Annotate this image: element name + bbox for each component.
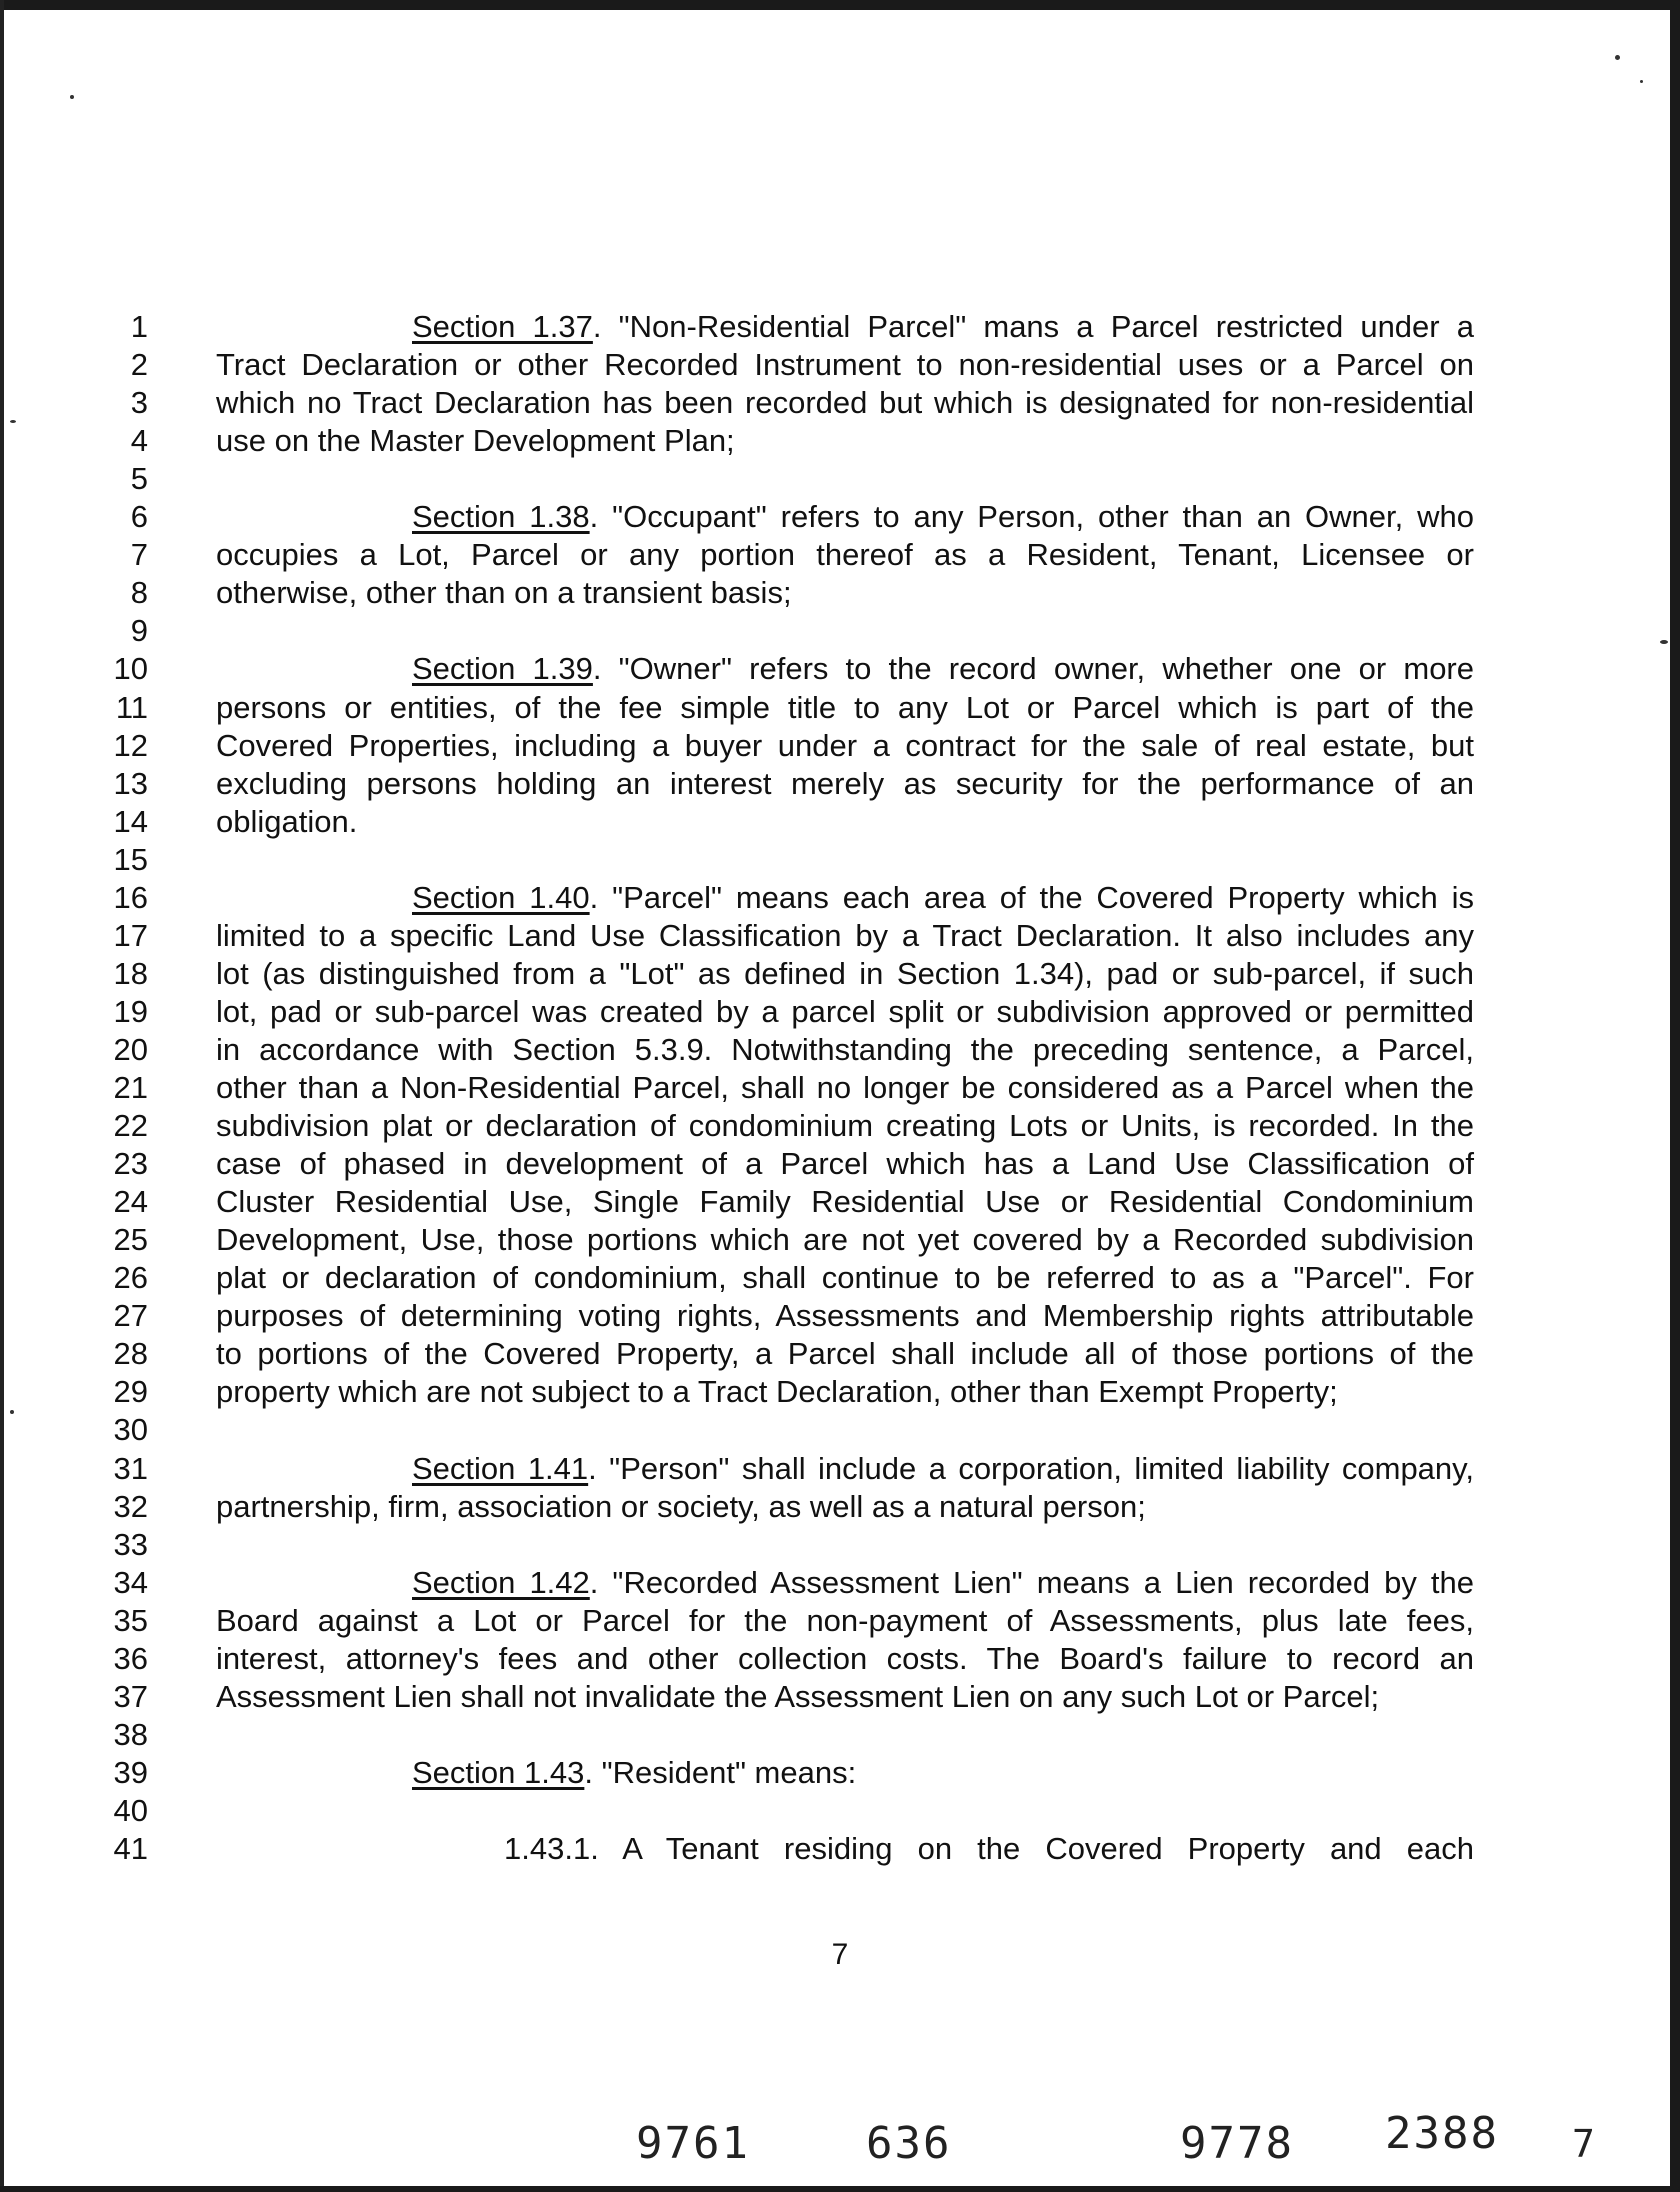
line-text-run: . "Recorded Assessment Lien" means a Lien recorded by the	[589, 1564, 1474, 1600]
line-text-run: partnership, firm, association or society, as well as a natural person;	[216, 1488, 1146, 1524]
line-number: 32	[113, 1488, 148, 1524]
line-text-run: Tract Declaration or other Recorded Instrument to non-residential uses or a Parcel on	[216, 347, 1474, 383]
batch-number: 7	[1572, 2122, 1597, 2166]
line-number: 17	[113, 917, 148, 953]
line-text	[216, 574, 1474, 612]
line-number: 9	[130, 613, 148, 649]
line-text	[216, 1373, 1474, 1411]
scan-edge-left	[0, 0, 4, 2192]
batch-number: 636	[866, 2118, 952, 2169]
line-number: 1	[130, 309, 148, 344]
line-number: 15	[113, 841, 148, 877]
line-text	[216, 1221, 1474, 1259]
line-number: 35	[113, 1602, 148, 1638]
line-text	[216, 1183, 1474, 1221]
line-text-run: obligation.	[216, 803, 358, 839]
line-text	[216, 1640, 1474, 1678]
scan-speck	[70, 95, 74, 99]
line-text-run: Covered Properties, including a buyer under a contract for the sale of real estate, but	[216, 727, 1474, 763]
line-text	[216, 422, 1474, 460]
line-number: 36	[113, 1640, 148, 1676]
line-text	[216, 1450, 1474, 1488]
line-number: 29	[113, 1374, 148, 1410]
line-text	[216, 955, 1474, 993]
line-text-run: to portions of the Covered Property, a Parcel shall include all of those portions of the	[216, 1336, 1474, 1372]
line-text	[216, 498, 1474, 536]
section-heading: Section 1.37	[412, 309, 593, 344]
line-text	[216, 765, 1474, 803]
scan-speck	[1615, 55, 1620, 60]
line-text	[216, 1335, 1474, 1373]
batch-number: 9778	[1180, 2118, 1294, 2169]
line-number: 40	[113, 1792, 148, 1828]
scan-speck	[10, 1410, 14, 1414]
line-number: 27	[113, 1298, 148, 1334]
line-number: 30	[113, 1412, 148, 1448]
section-heading: Section 1.39	[412, 651, 593, 687]
line-text	[216, 536, 1474, 574]
line-text-run: use on the Master Development Plan;	[216, 423, 735, 459]
line-text	[216, 1069, 1474, 1107]
line-number: 22	[113, 1108, 148, 1144]
line-text	[216, 803, 1474, 841]
line-text	[216, 1602, 1474, 1640]
scan-speck	[10, 420, 16, 423]
line-text	[216, 993, 1474, 1031]
line-number: 3	[130, 385, 148, 421]
scan-speck	[1660, 640, 1668, 644]
line-number: 33	[113, 1526, 148, 1562]
line-number: 13	[113, 765, 148, 801]
line-text	[216, 1297, 1474, 1335]
line-text-run: . "Parcel" means each area of the Covered Property which is	[589, 879, 1474, 915]
line-number: 24	[113, 1184, 148, 1220]
line-number: 20	[113, 1031, 148, 1067]
line-text	[216, 879, 1474, 917]
line-text	[216, 1754, 1474, 1792]
line-number: 6	[130, 499, 148, 535]
line-text	[216, 1259, 1474, 1297]
line-text-run: case of phased in development of a Parcel which has a Land Use Classification of	[216, 1146, 1474, 1182]
line-text-run: interest, attorney's fees and other collection costs. The Board's failure to record an	[216, 1640, 1474, 1676]
line-text-run: . "Resident" means:	[584, 1754, 857, 1790]
line-text-run: occupies a Lot, Parcel or any portion thereof as a Resident, Tenant, Licensee or	[216, 537, 1474, 573]
line-text-run: . "Non-Residential Parcel" mans a Parcel restricted under a	[592, 309, 1474, 344]
line-text	[216, 384, 1474, 422]
line-text	[216, 1564, 1474, 1602]
line-text-run: subdivision plat or declaration of condominium creating Lots or Units, is recorded. In the	[216, 1108, 1474, 1144]
line-number: 39	[113, 1754, 148, 1790]
line-number: 26	[113, 1260, 148, 1296]
section-heading: Section 1.40	[412, 879, 590, 915]
line-text	[216, 346, 1474, 384]
line-number: 41	[113, 1831, 148, 1866]
scan-speck	[1640, 80, 1643, 83]
line-number: 25	[113, 1222, 148, 1258]
line-text	[216, 650, 1474, 688]
line-text-run: excluding persons holding an interest merely as security for the performance of an	[216, 765, 1474, 801]
page-number: 7	[831, 1938, 849, 1971]
section-heading: Section 1.43	[412, 1754, 585, 1790]
line-number: 28	[113, 1336, 148, 1372]
line-text-run: 1.43.1. A Tenant residing on the Covered Property and each	[504, 1831, 1474, 1866]
line-number: 18	[113, 955, 148, 991]
line-text-run: . "Owner" refers to the record owner, whether one or more	[592, 651, 1474, 687]
scan-edge-right	[1670, 0, 1680, 2192]
batch-number: 9761	[636, 2118, 750, 2169]
line-text-run: persons or entities, of the fee simple title to any Lot or Parcel which is part of the	[216, 689, 1474, 725]
line-text	[216, 1107, 1474, 1145]
line-text-run: Board against a Lot or Parcel for the non-payment of Assessments, plus late fees,	[216, 1602, 1474, 1638]
line-text-run: which no Tract Declaration has been recorded but which is designated for non-residential	[216, 385, 1474, 421]
line-text-run: plat or declaration of condominium, shall continue to be referred to as a "Parcel". For	[216, 1260, 1474, 1296]
line-text-run: limited to a specific Land Use Classification by a Tract Declaration. It also includes any	[216, 917, 1474, 953]
line-text	[216, 1678, 1474, 1716]
line-number: 7	[130, 537, 148, 573]
line-number: 11	[115, 689, 148, 725]
line-text-run: Cluster Residential Use, Single Family Residential Use or Residential Condominium	[216, 1184, 1474, 1220]
line-number: 34	[113, 1564, 148, 1600]
line-number: 37	[113, 1678, 148, 1714]
section-heading: Section 1.41	[412, 1450, 589, 1486]
line-text-run: property which are not subject to a Tract Declaration, other than Exempt Property;	[216, 1374, 1338, 1410]
line-text-run: purposes of determining voting rights, Assessments and Membership rights attributable	[216, 1298, 1474, 1334]
line-number: 31	[113, 1450, 148, 1486]
line-number: 21	[113, 1070, 148, 1105]
batch-number: 2388	[1385, 2108, 1499, 2159]
line-number: 5	[130, 461, 148, 497]
line-text-run: . "Occupant" refers to any Person, other than an Owner, who	[589, 499, 1474, 535]
line-number: 16	[113, 879, 148, 915]
line-text	[216, 727, 1474, 765]
line-number: 14	[113, 803, 148, 839]
scan-edge-bottom	[0, 2186, 1680, 2192]
line-text-run: lot, pad or sub-parcel was created by a parcel split or subdivision approved or permitted	[216, 993, 1474, 1029]
line-number: 12	[113, 727, 148, 763]
line-text	[216, 308, 1474, 346]
line-number: 38	[113, 1716, 148, 1752]
line-text-run: Development, Use, those portions which are not yet covered by a Recorded subdivision	[216, 1222, 1474, 1258]
line-number: 8	[130, 575, 148, 611]
line-text	[216, 917, 1474, 955]
line-text	[216, 1830, 1474, 1868]
line-number: 4	[130, 423, 148, 459]
line-text	[216, 689, 1474, 727]
line-text	[216, 1488, 1474, 1526]
line-number: 23	[113, 1146, 148, 1182]
line-text-run: other than a Non-Residential Parcel, shall no longer be considered as a Parcel when the	[216, 1070, 1474, 1105]
line-text-run: in accordance with Section 5.3.9. Notwithstanding the preceding sentence, a Parcel,	[216, 1031, 1474, 1067]
line-number: 10	[113, 651, 148, 687]
line-number: 19	[113, 993, 148, 1029]
line-text-run: otherwise, other than on a transient basis;	[216, 575, 792, 611]
section-heading: Section 1.42	[412, 1564, 590, 1600]
line-text-run: Assessment Lien shall not invalidate the Assessment Lien on any such Lot or Parcel;	[216, 1678, 1380, 1714]
line-text	[216, 1031, 1474, 1069]
section-heading: Section 1.38	[412, 499, 590, 535]
line-text-run: lot (as distinguished from a "Lot" as defined in Section 1.34), pad or sub-parcel, if such	[216, 955, 1474, 991]
line-text	[216, 1145, 1474, 1183]
line-number: 2	[130, 347, 148, 383]
line-text-run: . "Person" shall include a corporation, limited liability company,	[588, 1450, 1474, 1486]
scan-edge-top	[0, 0, 1680, 10]
